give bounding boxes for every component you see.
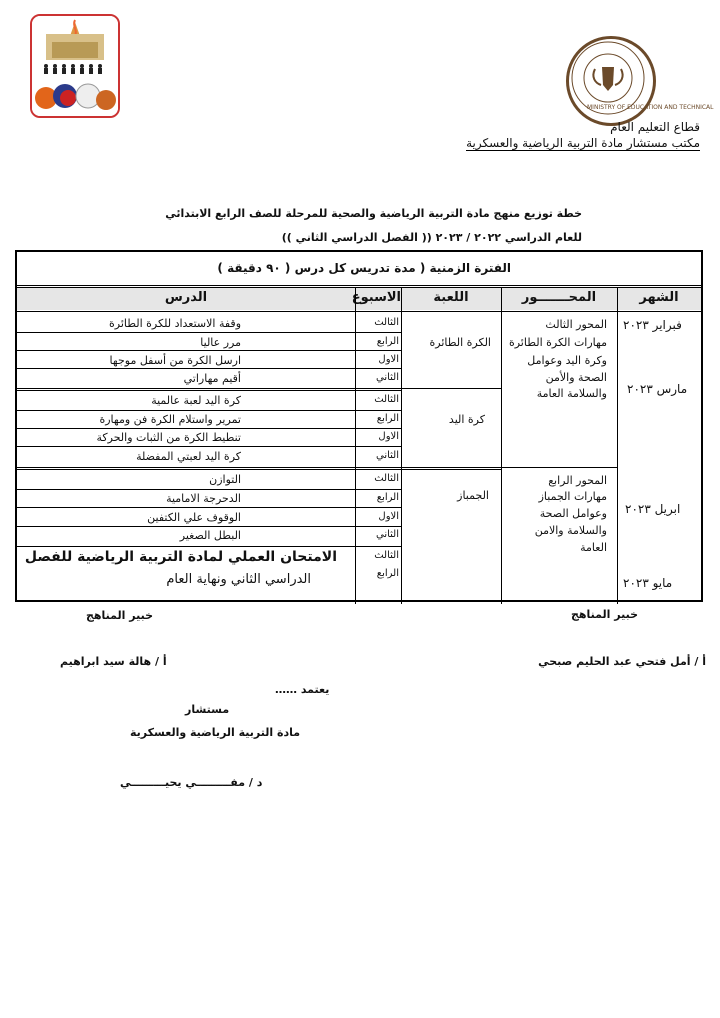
week-cell: الثالث [374, 473, 399, 484]
game-handball: كرة اليد [448, 413, 485, 426]
header-axis: المحـــــــور [521, 290, 597, 305]
lesson-cell: وقفة الاستعداد للكرة الطائرة [109, 317, 241, 330]
exam-line2: الدراسي الثاني ونهاية العام [166, 572, 311, 587]
axis3-line: وكرة اليد وعوامل [527, 354, 607, 367]
expert-name-right: أ / أمل فتحي عبد الحليم صبحي [538, 655, 706, 668]
lesson-cell: الوقوف علي الكتفين [147, 511, 241, 524]
lesson-cell: كرة اليد لعبتي المفضلة [136, 450, 241, 463]
header-week: الاسبوع [351, 290, 401, 305]
sports-logo-graphic [32, 16, 118, 116]
week-cell: الاول [378, 431, 399, 442]
week-cell: الرابع [376, 413, 399, 424]
curriculum-table [15, 250, 703, 602]
header-lesson: الدرس [164, 290, 208, 305]
lesson-cell: ارسل الكرة من أسفل موجها [109, 354, 241, 367]
axis3-line: الصحة والأمن [545, 371, 607, 384]
week-cell: الثاني [375, 450, 399, 461]
axis4-line: العامة [580, 541, 607, 554]
axis4-line: وعوامل الصحة [539, 507, 607, 520]
sports-logo [30, 14, 120, 118]
expert-label-left: خبير المناهج [86, 609, 154, 622]
week-cell: الثاني [375, 372, 399, 383]
doc-title-line2: للعام الدراسي ٢٠٢٢ / ٢٠٢٣ (( الفصل الدراسي الثاني )) [281, 231, 582, 244]
week-cell: الثالث [374, 394, 399, 405]
lesson-cell: البطل الصغير [179, 529, 241, 542]
approve-label: يعتمد …… [275, 683, 330, 696]
lesson-cell: تمرير واستلام الكرة فن ومهارة [99, 413, 241, 426]
axis3-line: مهارات الكرة الطائرة [508, 336, 607, 349]
advisor-label: مستشار [185, 703, 230, 716]
ministry-logo-ring-text: MINISTRY OF EDUCATION AND TECHNICAL [587, 104, 714, 111]
lesson-cell: مرر عاليا [200, 336, 241, 349]
exam-line1: الامتحان العملي لمادة التربية الرياضية للفصل [24, 549, 337, 565]
game-gymnastics: الجمباز [457, 489, 489, 502]
doc-title-line1: خطة توزيع منهج مادة التربية الرياضية والصحية للمرحلة للصف الرابع الابتدائي [165, 207, 582, 220]
month-mar: مارس ٢٠٢٣ [627, 382, 688, 396]
header-month: الشهر [639, 290, 679, 305]
signature: د / مفـــــــــي يحيـــــــــي [120, 776, 263, 789]
axis3-line: المحور الثالث [545, 318, 607, 331]
ministry-logo [566, 36, 656, 126]
lesson-cell: التوازن [209, 473, 241, 486]
axis4-line: والسلامة والامن [534, 524, 607, 537]
week-cell: الرابع [376, 492, 399, 503]
lesson-cell: تنطيط الكرة من الثبات والحركة [96, 431, 241, 444]
week-cell: الاول [378, 354, 399, 365]
axis4-line: المحور الرابع [548, 474, 607, 487]
week-cell: الثاني [375, 529, 399, 540]
week-cell: الرابع [376, 568, 399, 579]
lesson-cell: الدحرجة الامامية [166, 492, 241, 505]
month-may: مايو ٢٠٢٣ [623, 576, 673, 590]
week-cell: الثالث [374, 317, 399, 328]
lesson-cell: أقيم مهاراتي [183, 372, 241, 385]
axis3-line: والسلامة العامة [536, 387, 607, 400]
week-cell: الاول [378, 511, 399, 522]
game-volleyball: الكرة الطائرة [429, 336, 491, 349]
week-cell: الرابع [376, 336, 399, 347]
lesson-cell: كرة اليد لعبة عالمية [151, 394, 241, 407]
axis4-line: مهارات الجمباز [538, 490, 607, 503]
advisor-subject: مادة التربية الرياضية والعسكرية [130, 726, 301, 739]
month-feb: فبراير ٢٠٢٣ [623, 318, 682, 332]
week-cell: الثالث [374, 550, 399, 561]
header-game: اللعبة [433, 290, 469, 305]
month-apr: ابريل ٢٠٢٣ [625, 502, 681, 516]
office-title: مكتب مستشار مادة التربية الرياضية والعسكرية [466, 136, 700, 150]
expert-label-right: خبير المناهج [570, 608, 638, 621]
expert-name-left: أ / هالة سيد ابراهيم [60, 655, 167, 668]
period-banner: الفترة الزمنية ( مدة تدريس كل درس ( ٩٠ دقيقة ) [217, 261, 511, 275]
sector-title: قطاع التعليم العام [610, 120, 700, 134]
